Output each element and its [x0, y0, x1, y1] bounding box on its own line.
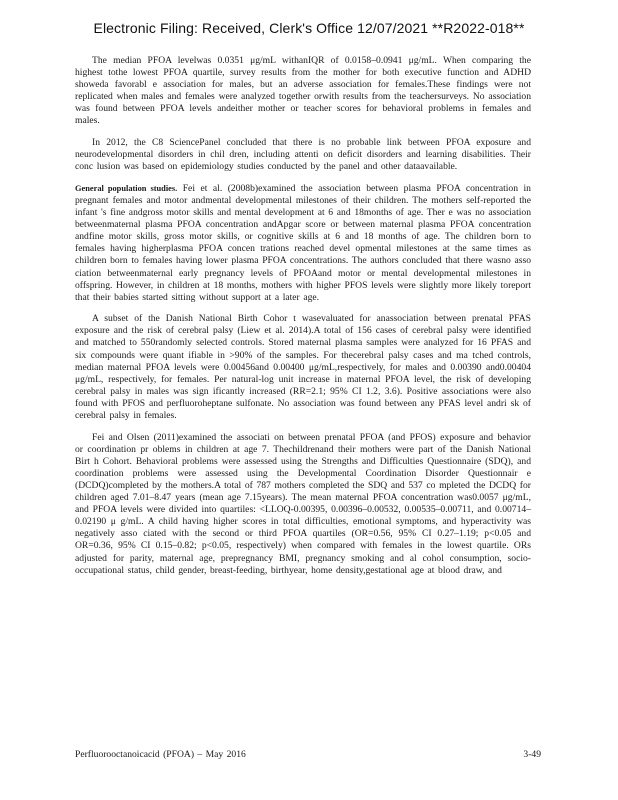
filing-stamp-header: Electronic Filing: Received, Clerk's Office 12/07/2021 **R2022-018** — [93, 20, 525, 36]
paragraph-general-population — [75, 183, 531, 304]
paragraph-fei-olsen-2011: Fei and Olsen (2011)examined the associati on between prenatal PFOA (and PFOS) exposure and behavior or coordination pr oblems in children at age 7. Thechildrenand their mothers were part of the Danish National Birt h Cohort. Behavioral problems were assessed using the Strengths and Difficulties Questionnaire (SDQ), and coordination problems were assessed using the Developmental Coordination Disorder Questionnair e (DCDQ)completed by the mothers.A total of 787 mothers completed the SDQ and 537 co mpleted the DCDQ for children aged 7.01–8.47 years (mean age 7.15years). The mean maternal PFOA concentration was0.0057 μg/mL, and PFOA levels were divided into quartiles: <LLOQ-0.00395, 0.00396–0.00532, 0.00535–0.00711, and 0.00714–0.02190 μ g/mL. A child having higher scores in total difficulties, emotional symptoms, and hyperactivity was negatively asso ciated with the second or third PFOA quartiles (OR=0.56, 95% CI 0.27–1.19; p<0.05 and OR=0.36, 95% CI 0.15–0.82; p<0.05, respectively) when compared with females in the lowest quartile. ORs adjusted for parity, maternal age, prepregnancy BMI, pregnancy smoking and al cohol consumption, socio-occupational status, child gender, breast-feeding, birthyear, home density,gestational age at blood draw, and — [75, 431, 531, 576]
paragraph-pfoa-median: The median PFOA levelwas 0.0351 μg/mL withanIQR of 0.0158–0.0941 μg/mL. When comparing the highest tothe lowest PFOA quartile, survey results from the mother for both executive function and ADHD showeda favorabl e association for males, but an adverse association for females.These findings were not replicated when males and females were analyzed together orwith results from the teachersurveys. No association was found between PFOA levels andeither mother or teacher scores for behavioral problems in females and males. — [75, 55, 531, 127]
run-in-heading: General population studies. — [75, 183, 178, 193]
body-text — [75, 55, 531, 586]
paragraph-danish-cohort-cerebral-palsy: A subset of the Danish National Birth Cohor t wasevaluated for anassociation between prenatal PFAS exposure and the risk of cerebral palsy (Liew et al. 2014).A total of 156 cases of cerebral palsy were identified and matched to 550randomly selected controls. Stored maternal plasma samples were analyzed for 16 PFAS and six compounds were quant ifiable in >90% of the samples. For thecerebral palsy cases and ma tched controls, median maternal PFOA levels were 0.00456and 0.00400 μg/mL,respectively, for males and 0.00390 and0.00404 μg/mL, respectively, for females. Per natural-log unit increase in maternal PFOA level, the risk of developing cerebral palsy in males was sign ificantly increased (RR=2.1; 95% CI 1.2, 3.6). Positive associations were also found with PFOS and perfluoroheptane sulfonate. No association was found between any PFAS level andri sk of cerebral palsy in females. — [75, 313, 531, 422]
footer-document-title: Perfluorooctanoicacid (PFOA) – May 2016 — [75, 749, 246, 760]
paragraph-c8-panel: In 2012, the C8 SciencePanel concluded that there is no probable link between PFOA exposure and neurodevelopmental disorders in chil dren, including attenti on deficit disorders and learning disabilities. Their conc lusion was based on epidemiology studies conducted by the panel and other dataavailable. — [75, 137, 531, 173]
page-number: 3-49 — [523, 749, 541, 760]
paragraph-general-population-text: Fei et al. (2008b)examined the association between plasma PFOA concentration in pregnant females and motor andmental developmental milestones of their children. The mothers self-reported the infant 's fine andgross motor skills and mental development at 6 and 18months of age. Ther e was no association betweenmaternal plasma PFOA concentration andApgar score or between maternal plasma PFOA concentration andfine motor skills, gross motor skills, or cognitive skills at 6 and 18 months of age. The children born to females having higherplasma PFOA concen trations reached devel opmental milestones at the same times as children born to females having lower plasma PFOA concentrations. The authors concluded that there wasno asso ciation betweenmaternal early pregnancy levels of PFOAand motor or mental developmental milestones in offspring. However, in children at 18 months, mothers with higher PFOS levels were slightly more likely toreport that their babies started sitting without support at a later age. — [75, 182, 531, 303]
